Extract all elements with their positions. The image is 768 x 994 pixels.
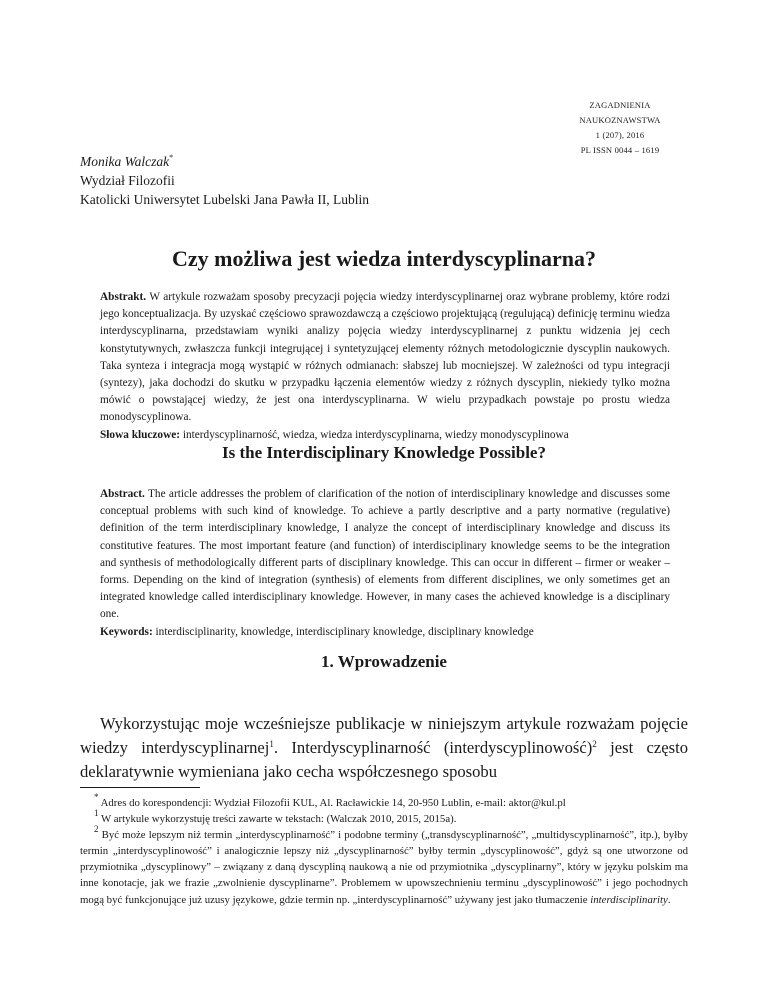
footnote-author: * Adres do korespondencji: Wydział Filozofii KUL, Al. Racławickie 14, 20-950 Lublin, e-mail: aktor@kul.pl	[94, 792, 566, 809]
abstract-pl-label: Abstrakt.	[100, 291, 147, 303]
abstract-en-text: Abstract. The article addresses the problem of clarification of the notion of interdisciplinary knowledge and discusses some conceptual problems with such kind of knowledge. To achieve a partly descriptive and a party normative (regulative) definition of the term interdisciplinary knowledge, I analyze the concept of interdisciplinary knowledge and discuss its constitutive features. The most important feature (and function) of interdisciplinary knowledge seems to be the integration and synthesis of methodologically different parts of disciplinary knowledge. This can occur in different – firmer or weaker – forms. Depending on the kind of integration (synthesis) of elements from different disciplines, we only sometimes get an integrated knowledge called interdisciplinary knowledge. However, in many cases the achieved knowledge is a disciplinary one.	[100, 488, 670, 621]
journal-issn: PL ISSN 0044 – 1619	[580, 145, 660, 155]
footnote-1: $^1$ W artykule wykorzystuję treści zawarte w tekstach: (Walczak 2010, 2015, 2015a).	[94, 808, 457, 826]
footnote-2: $^2$ Być może lepszym niż termin „interdyscyplinarność” i podobne terminy („transdyscyplinarność”, „multidyscyplinarność”, itp.), byłby termin „interdyscyplinowość” i analogicznie lepszy niż „dyscyplinarność” byłby termin „dyscyplinowość”, gdyż są one utworzone od przymiotnika „dyscyplinowy” – związany z daną dyscypliną naukową a nie od przymiotnika „dyscyplinarny”, który w języku polskim ma inne konotacje, jak we frazie „zwolnienie dyscyplinarne”. Problemem w upowszechnieniu terminu „dyscyplinowość” i jego pochodnych mogą być funkcjonujące już uzusy językowe, gdzie termin np. „interdyscyplinarność” używany jest jako tłumaczenie interdisciplinarity.	[80, 824, 688, 906]
journal-issue: 1 (207), 2016	[595, 130, 645, 140]
article-title-pl: Czy możliwa jest wiedza interdyscyplinarna?	[171, 246, 597, 271]
section-heading: 1. Wprowadzenie	[321, 652, 447, 671]
keywords-pl: Słowa kluczowe: interdyscyplinarność, wiedza, wiedza interdyscyplinarna, wiedzy monodyscyplinowa	[100, 428, 569, 441]
article-title-en: Is the Interdisciplinary Knowledge Possible?	[222, 443, 546, 462]
abstract-pl-text: Abstrakt. W artykule rozważam sposoby precyzacji pojęcia wiedzy interdyscyplinarnej oraz wybrane problemy, które rodzi jego konceptualizacja. By uzyskać częściowo sprawozdawczą a częściowo projektującą (regulującą) definicję terminu wiedza interdyscyplinarna, przedstawiam wyniki analizy pojęcia wiedzy interdyscyplinarnej z punktu widzenia jej cech konstytutywnych, zwłaszcza funkcji integrującej i syntetyzującej elementy różnych metodologicznie dyscyplin naukowych. Taka synteza i integracja mogą wystąpić w różnych odmianach: słabszej lub mocniejszej. W zależności od typu integracji (syntezy), jaka dochodzi do skutku w przypadku łączenia elementów wiedzy z różnych dyscyplin, niekiedy tylko można mówić o powstającej wiedzy, że jest ona interdyscyplinarna. W wielu przypadkach powstaje po prostu wiedza monodyscyplinowa.	[100, 291, 670, 424]
footnote-ref-1[interactable]: 1	[269, 739, 274, 749]
author-department: Wydział Filozofii	[80, 173, 175, 188]
footnote-divider	[80, 787, 200, 788]
author-name: Monika Walczak*	[80, 153, 174, 169]
journal-name-line1: ZAGADNIENIA	[589, 100, 651, 110]
author-block	[80, 148, 369, 209]
journal-name-line2: NAUKOZNAWSTWA	[579, 115, 661, 125]
keywords-en-label: Keywords:	[100, 625, 153, 638]
footnotes	[80, 792, 688, 908]
footnote-2-italic-term: interdisciplinarity	[590, 893, 668, 906]
abstract-en	[100, 486, 670, 641]
footnote-ref-2[interactable]: 2	[592, 739, 597, 749]
abstract-en-label: Abstract.	[100, 488, 145, 500]
keywords-pl-label: Słowa kluczowe:	[100, 428, 181, 441]
abstract-pl	[100, 289, 670, 444]
body-paragraph: Wykorzystując moje wcześniejsze publikacje w niniejszym artykule rozważam pojęcie wiedzy interdyscyplinarnej$^1$. Interdyscyplinarność (interdyscyplinowość)$^2$ jest często deklaratywnie wymieniana jako cecha współczesnego sposobu	[80, 714, 688, 781]
journal-info	[555, 98, 685, 158]
author-footnote-mark: *	[169, 153, 174, 162]
author-university: Katolicki Uniwersytet Lubelski Jana Pawła II, Lublin	[80, 192, 370, 207]
keywords-en: Keywords: interdisciplinarity, knowledge, interdisciplinary knowledge, disciplinary knowledge	[100, 625, 534, 638]
